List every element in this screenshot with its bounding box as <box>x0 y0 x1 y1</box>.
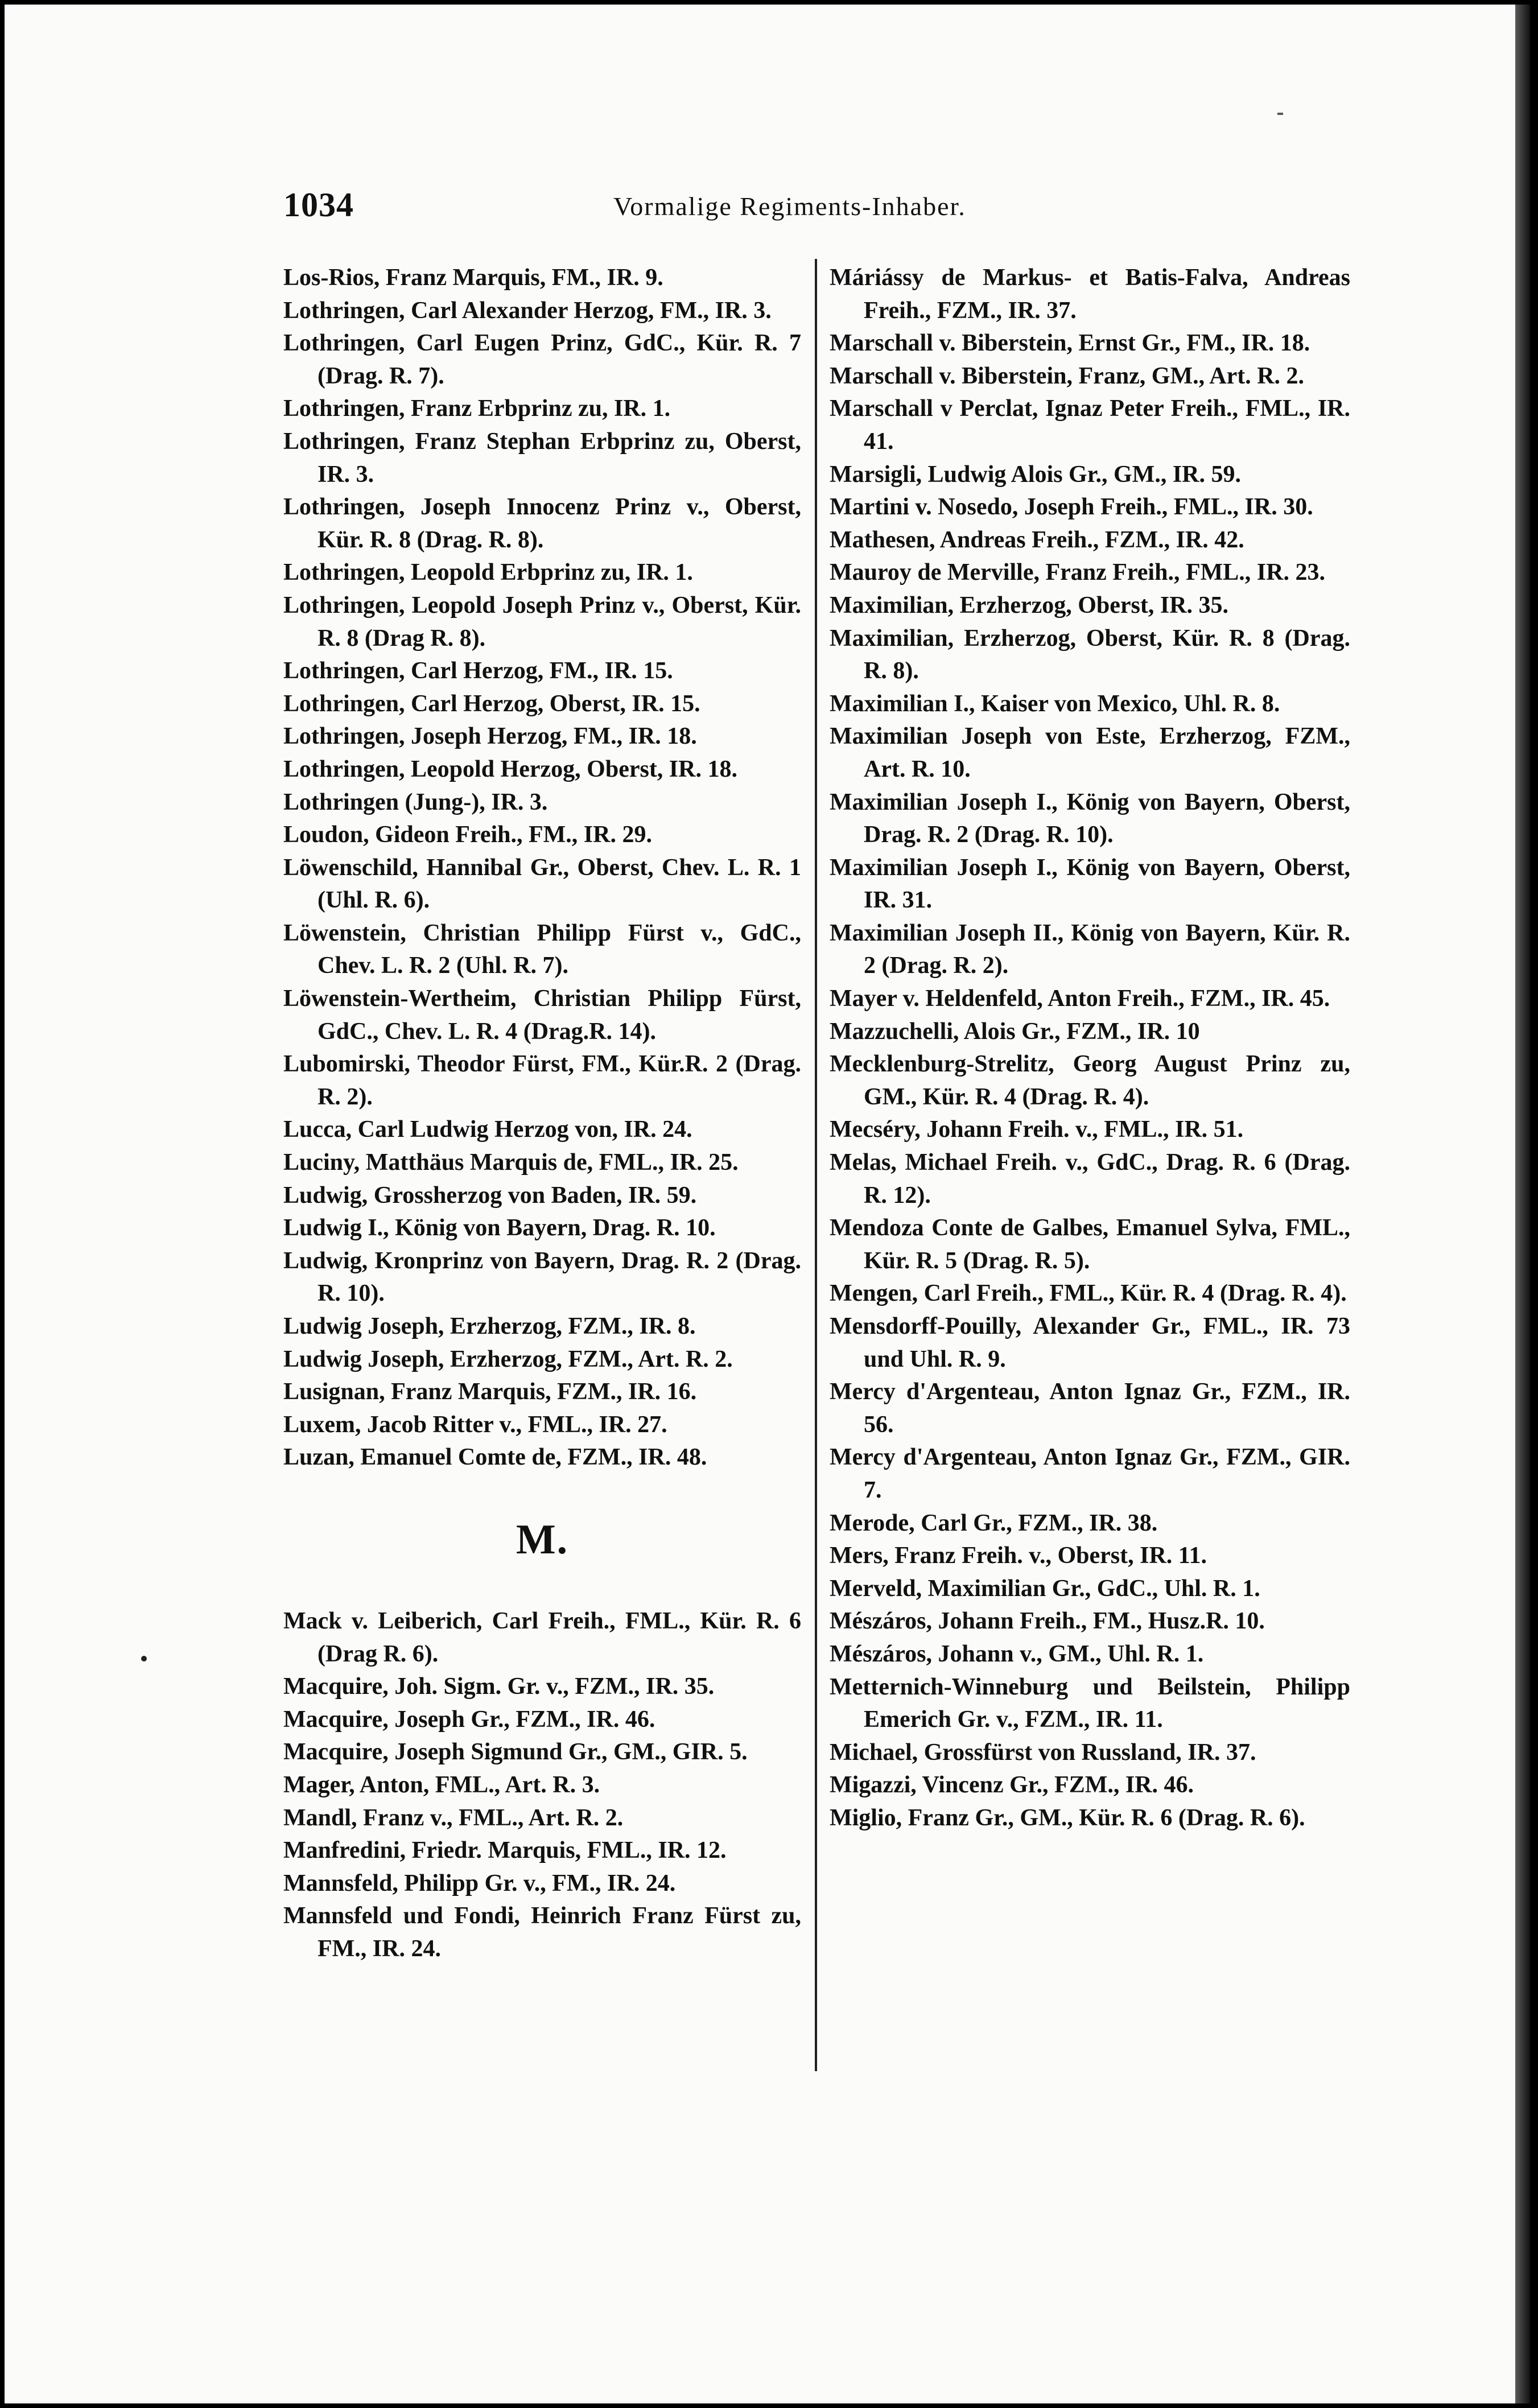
index-entry: Martini v. Nosedo, Joseph Freih., FML., IR. 30. <box>830 494 1313 521</box>
index-entry: Luciny, Matthäus Marquis de, FML., IR. 25. <box>283 1149 739 1176</box>
index-entry: Löwenstein-Wertheim, Christian Philipp Fürst, GdC., Chev. L. R. 4 (Drag.R. 14). <box>283 986 801 1045</box>
index-entry: Lubomirski, Theodor Fürst, FM., Kür.R. 2 (Drag. R. 2). <box>283 1051 801 1110</box>
index-entry: Metternich-Winneburg und Beilstein, Philipp Emerich Gr. v., FZM., IR. 11. <box>830 1673 1350 1733</box>
index-entry: Mazzuchelli, Alois Gr., FZM., IR. 10 <box>830 1018 1200 1045</box>
index-entry: Mészáros, Johann Freih., FM., Husz.R. 10. <box>830 1608 1265 1635</box>
index-entry: Mack v. Leiberich, Carl Freih., FML., Kür. R. 6 (Drag R. 6). <box>283 1607 801 1667</box>
index-entry: Mers, Franz Freih. v., Oberst, IR. 11. <box>830 1543 1207 1569</box>
left-column <box>283 262 801 1966</box>
index-entry: Maximilian, Erzherzog, Oberst, IR. 35. <box>830 592 1229 619</box>
index-entry: Mayer v. Heldenfeld, Anton Freih., FZM., IR. 45. <box>830 986 1330 1012</box>
index-entry: Maximilian Joseph I., König von Bayern, Oberst, Drag. R. 2 (Drag. R. 10). <box>830 789 1350 848</box>
index-entry: Lothringen, Leopold Joseph Prinz v., Oberst, Kür. R. 8 (Drag R. 8). <box>283 592 801 652</box>
left-entries-m-list <box>283 1605 801 1966</box>
index-entry: Marschall v Perclat, Ignaz Peter Freih., FML., IR. 41. <box>830 395 1350 455</box>
index-entry: Merveld, Maximilian Gr., GdC., Uhl. R. 1. <box>830 1575 1260 1602</box>
index-entry: Mandl, Franz v., FML., Art. R. 2. <box>283 1804 624 1831</box>
index-entry: Lothringen, Carl Alexander Herzog, FM., IR. 3. <box>283 297 772 324</box>
index-entry: Ludwig, Grossherzog von Baden, IR. 59. <box>283 1182 697 1209</box>
index-entry: Marschall v. Biberstein, Ernst Gr., FM., IR. 18. <box>830 330 1310 357</box>
index-entry: Lothringen, Joseph Herzog, FM., IR. 18. <box>283 723 697 750</box>
index-entry: Mészáros, Johann v., GM., Uhl. R. 1. <box>830 1640 1204 1667</box>
index-entry: Mecklenburg-Strelitz, Georg August Prinz zu, GM., Kür. R. 4 (Drag. R. 4). <box>830 1051 1350 1110</box>
index-entry: Marschall v. Biberstein, Franz, GM., Art. R. 2. <box>830 362 1305 389</box>
right-entries-list <box>830 262 1350 1835</box>
index-entry: Mauroy de Merville, Franz Freih., FML., IR. 23. <box>830 559 1325 586</box>
index-entry: Maximilian Joseph II., König von Bayern, Kür. R. 2 (Drag. R. 2). <box>830 920 1350 979</box>
index-entry: Mecséry, Johann Freih. v., FML., IR. 51. <box>830 1116 1244 1143</box>
index-entry: Maximilian Joseph I., König von Bayern, Oberst, IR. 31. <box>830 854 1350 914</box>
index-entry: Ludwig I., König von Bayern, Drag. R. 10. <box>283 1215 716 1242</box>
index-entry: Michael, Grossfürst von Russland, IR. 37. <box>830 1739 1256 1766</box>
index-entry: Lothringen, Carl Herzog, FM., IR. 15. <box>283 658 673 685</box>
index-entry: Macquire, Joh. Sigm. Gr. v., FZM., IR. 35. <box>283 1673 715 1700</box>
index-entry: Lothringen (Jung-), IR. 3. <box>283 789 548 815</box>
page-number: 1034 <box>283 186 354 224</box>
index-entry: Lusignan, Franz Marquis, FZM., IR. 16. <box>283 1379 697 1405</box>
index-entry: Macquire, Joseph Sigmund Gr., GM., GIR. 5. <box>283 1739 748 1766</box>
index-entry: Löwenschild, Hannibal Gr., Oberst, Chev. L. R. 1 (Uhl. R. 6). <box>283 854 801 914</box>
scan-mark <box>1277 113 1283 115</box>
index-entry: Mannsfeld, Philipp Gr. v., FM., IR. 24. <box>283 1870 676 1896</box>
index-entry: Mendoza Conte de Galbes, Emanuel Sylva, FML., Kür. R. 5 (Drag. R. 5). <box>830 1215 1350 1274</box>
page-edge-shadow <box>1515 5 1530 2403</box>
index-entry: Lothringen, Carl Herzog, Oberst, IR. 15. <box>283 690 700 717</box>
index-entry: Maximilian I., Kaiser von Mexico, Uhl. R. 8. <box>830 690 1280 717</box>
right-column <box>830 262 1350 1835</box>
index-entry: Ludwig, Kronprinz von Bayern, Drag. R. 2 (Drag. R. 10). <box>283 1247 801 1307</box>
index-entry: Mathesen, Andreas Freih., FZM., IR. 42. <box>830 526 1244 553</box>
index-entry: Mager, Anton, FML., Art. R. 3. <box>283 1771 600 1798</box>
index-entry: Miglio, Franz Gr., GM., Kür. R. 6 (Drag. R. 6). <box>830 1804 1305 1831</box>
index-entry: Melas, Michael Freih. v., GdC., Drag. R. 6 (Drag. R. 12). <box>830 1149 1350 1209</box>
index-entry: Loudon, Gideon Freih., FM., IR. 29. <box>283 822 652 848</box>
index-entry: Luzan, Emanuel Comte de, FZM., IR. 48. <box>283 1444 707 1471</box>
index-entry: Lothringen, Leopold Herzog, Oberst, IR. 18. <box>283 756 737 782</box>
index-entry: Löwenstein, Christian Philipp Fürst v., GdC., Chev. L. R. 2 (Uhl. R. 7). <box>283 920 801 979</box>
index-entry: Ludwig Joseph, Erzherzog, FZM., IR. 8. <box>283 1313 696 1339</box>
index-entry: Mercy d'Argenteau, Anton Ignaz Gr., FZM., IR. 56. <box>830 1379 1350 1438</box>
index-entry: Mensdorff-Pouilly, Alexander Gr., FML., IR. 73 und Uhl. R. 9. <box>830 1313 1350 1372</box>
index-entry: Manfredini, Friedr. Marquis, FML., IR. 12. <box>283 1837 727 1864</box>
section-heading-m: M. <box>516 1516 569 1563</box>
index-entry: Marsigli, Ludwig Alois Gr., GM., IR. 59. <box>830 461 1242 488</box>
index-entry: Lothringen, Carl Eugen Prinz, GdC., Kür. R. 7 (Drag. R. 7). <box>283 330 801 389</box>
index-entry: Los-Rios, Franz Marquis, FM., IR. 9. <box>283 265 663 291</box>
left-entries-list <box>283 262 801 1474</box>
running-title: Vormalige Regiments-Inhaber. <box>613 192 966 221</box>
index-entry: Migazzi, Vincenz Gr., FZM., IR. 46. <box>830 1772 1194 1799</box>
page-header <box>283 185 1086 237</box>
index-entry: Mercy d'Argenteau, Anton Ignaz Gr., FZM., GIR. 7. <box>830 1444 1350 1503</box>
index-entry: Macquire, Joseph Gr., FZM., IR. 46. <box>283 1706 655 1733</box>
index-entry: Luxem, Jacob Ritter v., FML., IR. 27. <box>283 1411 667 1438</box>
index-entry: Lothringen, Franz Stephan Erbprinz zu, Oberst, IR. 3. <box>283 428 801 488</box>
index-entry: Lucca, Carl Ludwig Herzog von, IR. 24. <box>283 1116 692 1143</box>
column-divider <box>815 259 817 2071</box>
index-entry: Maximilian, Erzherzog, Oberst, Kür. R. 8 (Drag. R. 8). <box>830 625 1350 685</box>
index-entry: Mannsfeld und Fondi, Heinrich Franz Fürst zu, FM., IR. 24. <box>283 1903 801 1962</box>
index-entry: Mengen, Carl Freih., FML., Kür. R. 4 (Drag. R. 4). <box>830 1280 1347 1307</box>
index-entry: Maximilian Joseph von Este, Erzherzog, FZM., Art. R. 10. <box>830 723 1350 782</box>
index-entry: Máriássy de Markus- et Batis-Falva, Andreas Freih., FZM., IR. 37. <box>830 265 1350 324</box>
index-entry: Merode, Carl Gr., FZM., IR. 38. <box>830 1510 1158 1536</box>
index-entry: Ludwig Joseph, Erzherzog, FZM., Art. R. 2. <box>283 1346 733 1372</box>
index-entry: Lothringen, Franz Erbprinz zu, IR. 1. <box>283 395 671 422</box>
scan-dot <box>141 1656 147 1661</box>
index-entry: Lothringen, Joseph Innocenz Prinz v., Oberst, Kür. R. 8 (Drag. R. 8). <box>283 494 801 553</box>
index-entry: Lothringen, Leopold Erbprinz zu, IR. 1. <box>283 559 693 586</box>
